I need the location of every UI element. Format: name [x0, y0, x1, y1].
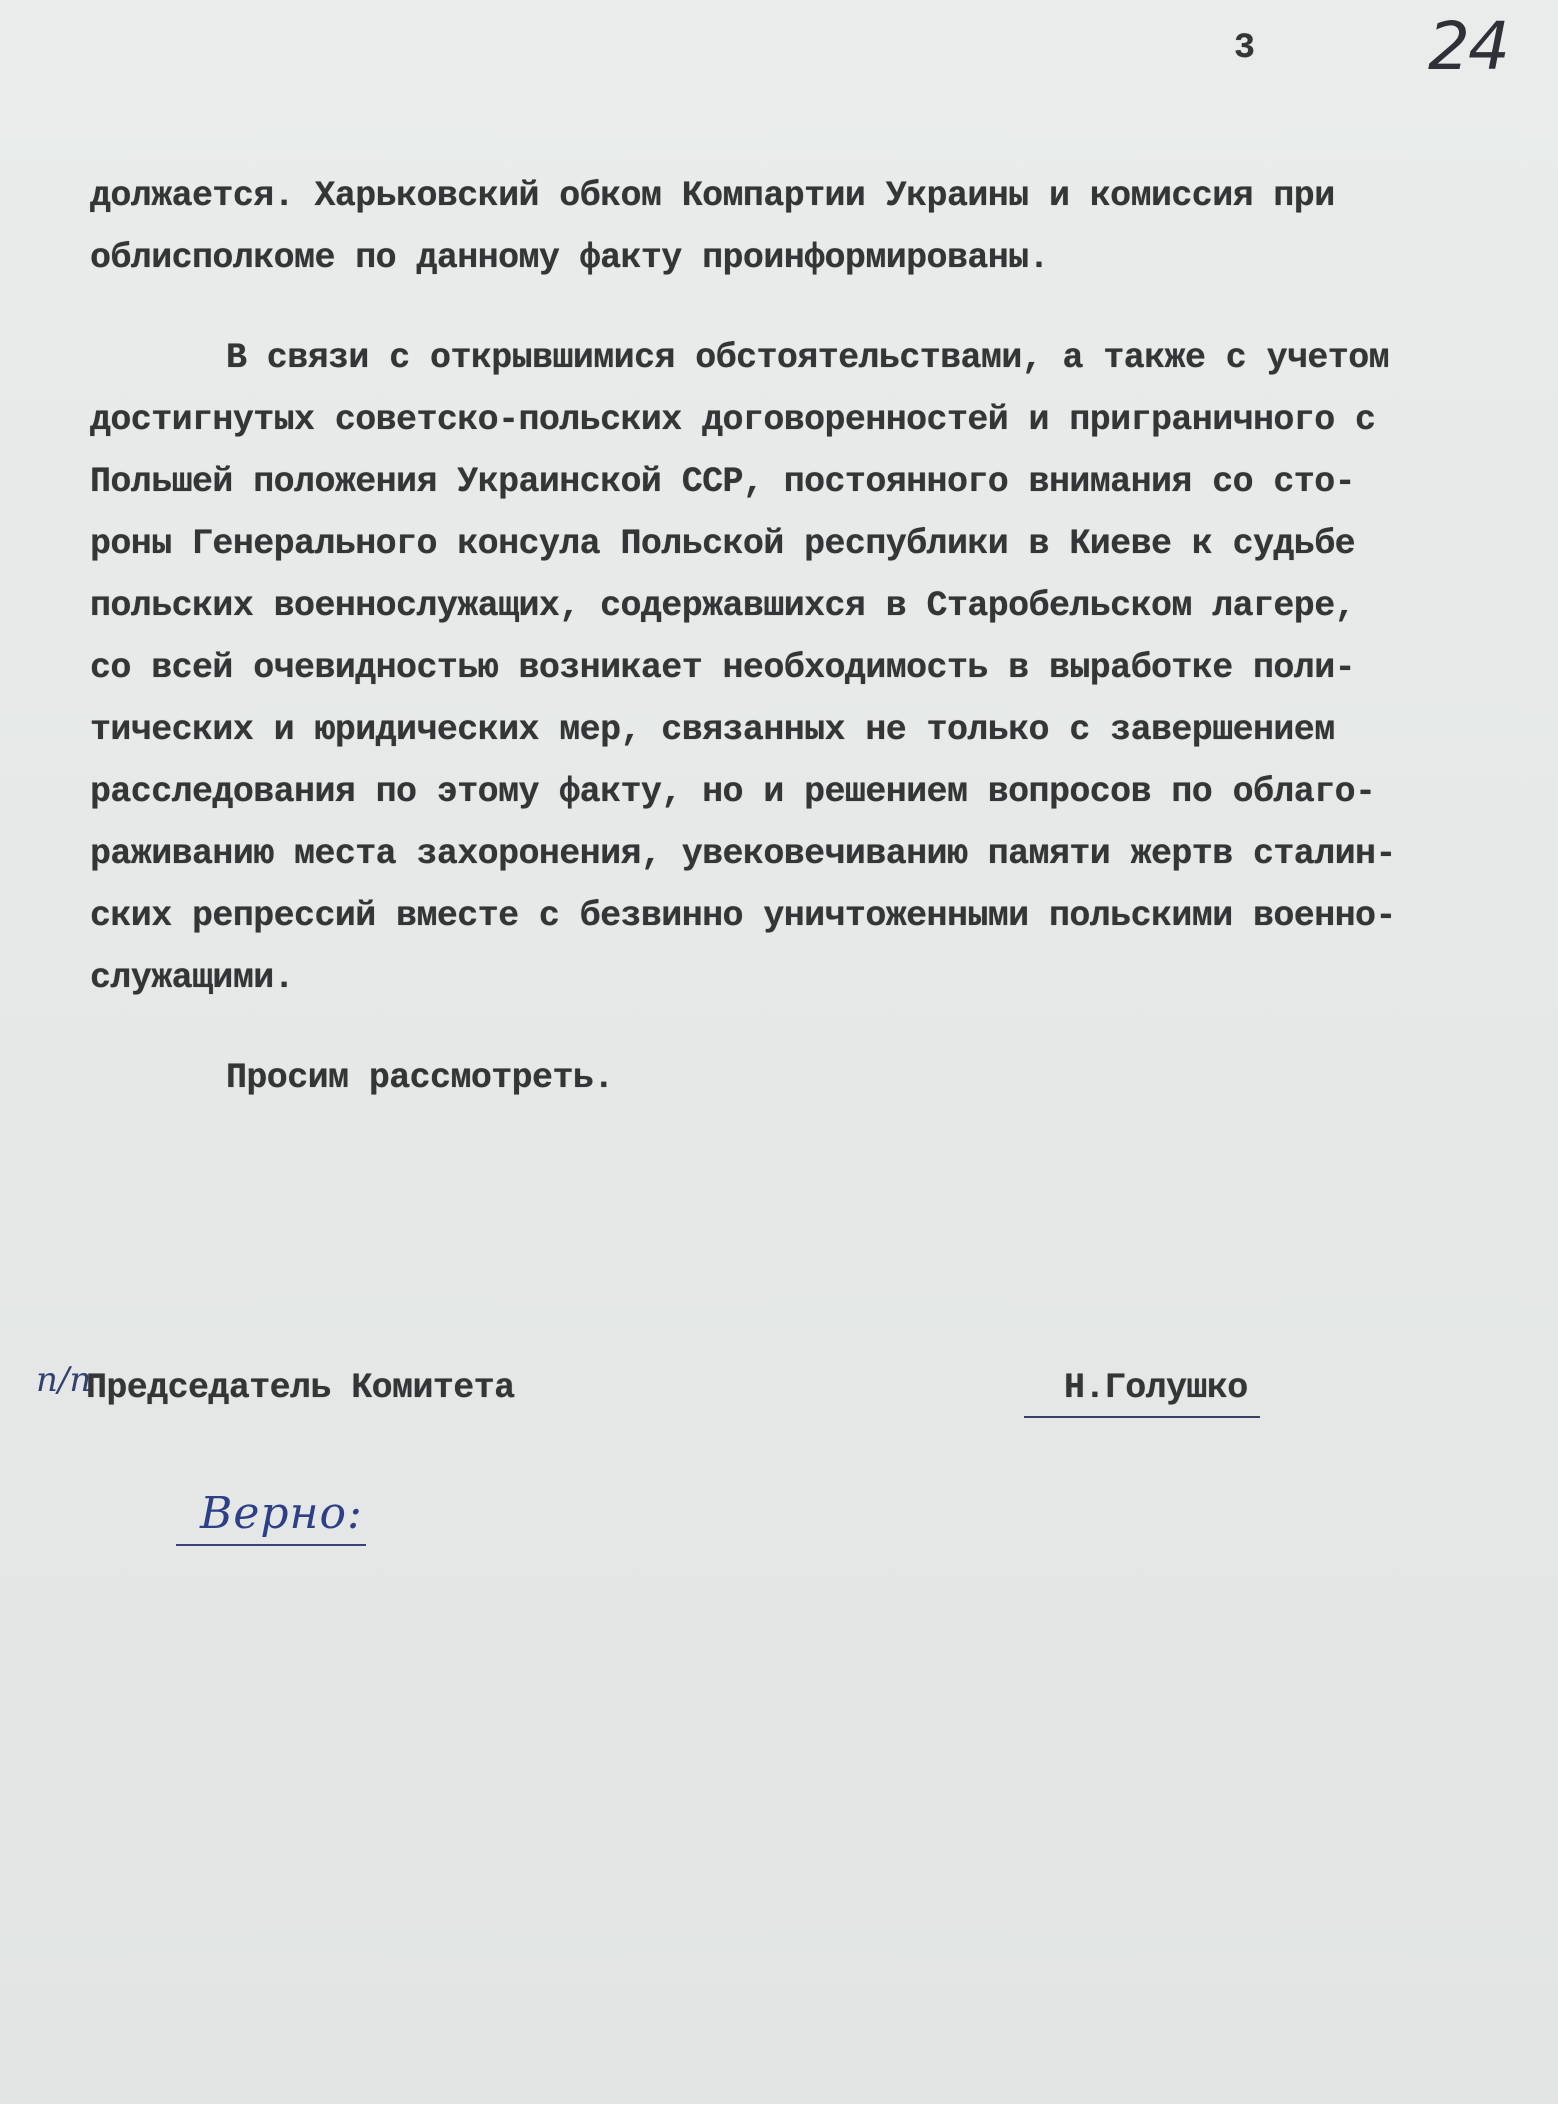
text-line: должается. Харьковский обком Компартии Украины и комиссия при	[90, 176, 1335, 216]
text-line: облисполкоме по данному факту проинформированы.	[90, 238, 1049, 278]
text-line: достигнутых советско-польских договоренностей и приграничного с	[90, 400, 1376, 440]
certification-underline	[176, 1544, 366, 1546]
text-line: расследования по этому факту, но и решением вопросов по облаго-	[90, 772, 1376, 812]
text-line: Польшей положения Украинской ССР, постоянного внимания со сто-	[90, 462, 1356, 502]
text-line: тических и юридических мер, связанных не только с завершением	[90, 710, 1335, 750]
text-line: ских репрессий вместе с безвинно уничтоженными польскими военно-	[90, 896, 1396, 936]
text-line: В связи с открывшимися обстоятельствами, а также с учетом	[226, 338, 1389, 378]
text-line: раживанию места захоронения, увековечиванию памяти жертв сталин-	[90, 834, 1396, 874]
signatory-position: Председатель Комитета	[86, 1368, 515, 1408]
text-line: со всей очевидностью возникает необходимость в выработке поли-	[90, 648, 1356, 688]
signatory-name: Н.Голушко	[1064, 1368, 1248, 1408]
handwritten-certification: Верно:	[200, 1488, 363, 1539]
text-line: польских военнослужащих, содержавшихся в Старобельском лагере,	[90, 586, 1356, 626]
signature-underline	[1024, 1416, 1260, 1418]
page-number: 3	[1234, 28, 1255, 68]
text-line: служащими.	[90, 958, 295, 998]
request-line: Просим рассмотреть.	[226, 1058, 614, 1098]
archive-sheet-number: 24	[1428, 8, 1508, 85]
handwritten-pp-mark: п/п	[36, 1360, 92, 1400]
text-line: роны Генерального консула Польской республики в Киеве к судьбе	[90, 524, 1356, 564]
